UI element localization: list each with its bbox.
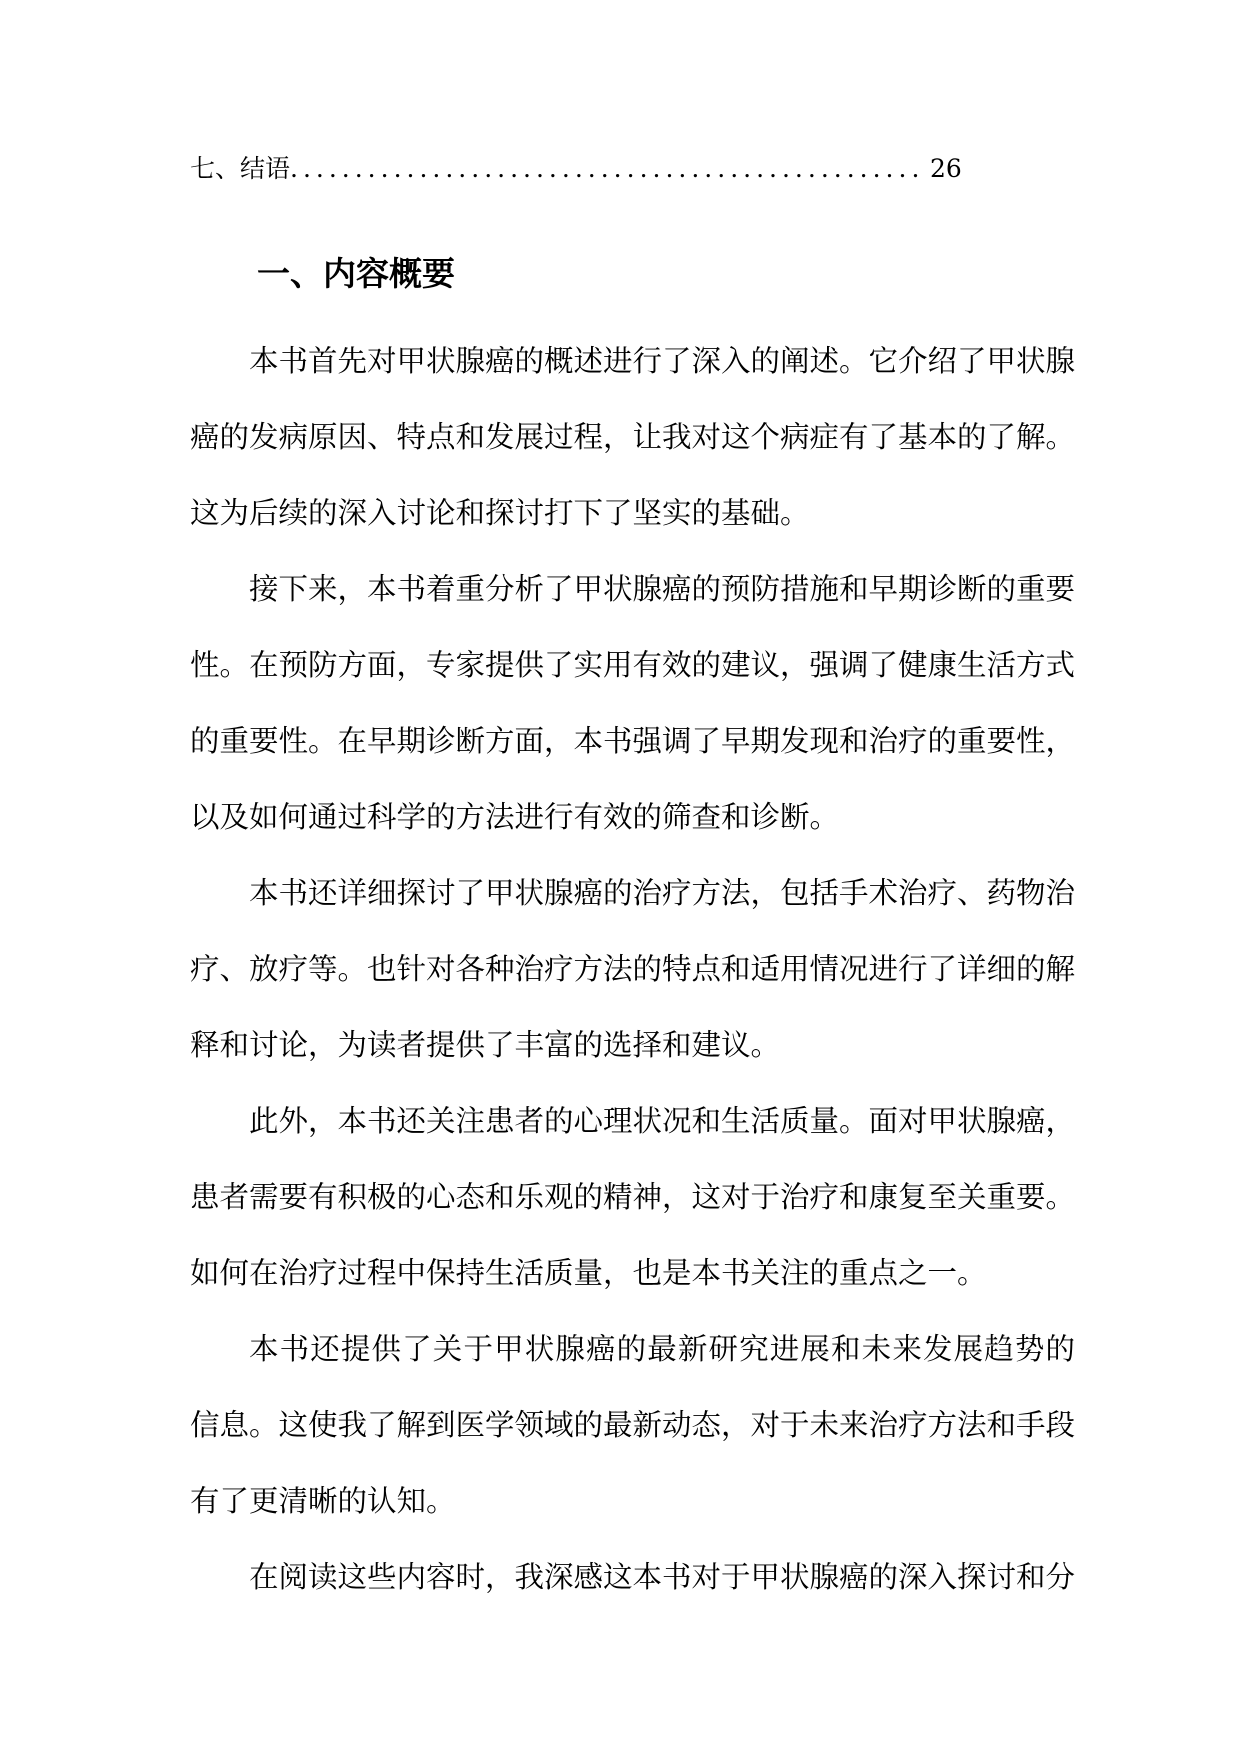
- paragraph-line: 的重要性。在早期诊断方面，本书强调了早期发现和治疗的重要性，: [190, 724, 1076, 758]
- paragraph-line: 释和讨论，为读者提供了丰富的选择和建议。: [190, 1028, 781, 1062]
- toc-page-number: 26: [930, 154, 962, 183]
- toc-entry-label: 七、结语: [190, 154, 291, 183]
- paragraph-line: 如何在治疗过程中保持生活质量，也是本书关注的重点之一。: [190, 1256, 987, 1290]
- section-heading: 一、内容概要: [257, 254, 455, 293]
- paragraph: [190, 1539, 1075, 1615]
- paragraph-line: 这为后续的深入讨论和探讨打下了坚实的基础。: [190, 496, 810, 530]
- toc-dot-leader: .................................................: [290, 154, 925, 183]
- paragraph-line: 本书还详细探讨了甲状腺癌的治疗方法，包括手术治疗、药物治: [249, 876, 1076, 910]
- paragraph-line: 在阅读这些内容时，我深感这本书对于甲状腺癌的深入探讨和分: [249, 1560, 1076, 1594]
- paragraph: [190, 855, 1075, 1083]
- body-text: [190, 323, 1075, 1615]
- paragraph: [190, 1083, 1075, 1311]
- paragraph-line: 此外，本书还关注患者的心理状况和生活质量。面对甲状腺癌，: [249, 1104, 1076, 1138]
- paragraph-line: 癌的发病原因、特点和发展过程，让我对这个病症有了基本的了解。: [190, 420, 1076, 454]
- paragraph-line: 性。在预防方面，专家提供了实用有效的建议，强调了健康生活方式: [190, 648, 1076, 682]
- paragraph-line: 疗、放疗等。也针对各种治疗方法的特点和适用情况进行了详细的解: [190, 952, 1076, 986]
- paragraph: [190, 551, 1075, 855]
- paragraph-line: 接下来，本书着重分析了甲状腺癌的预防措施和早期诊断的重要: [249, 572, 1076, 606]
- paragraph: [190, 1311, 1075, 1539]
- toc-entry: [0, 150, 1241, 188]
- paragraph-line: 本书还提供了关于甲状腺癌的最新研究进展和未来发展趋势的: [249, 1332, 1075, 1366]
- paragraph-line: 以及如何通过科学的方法进行有效的筛查和诊断。: [190, 800, 840, 834]
- paragraph-line: 有了更清晰的认知。: [190, 1484, 456, 1518]
- paragraph-line: 信息。这使我了解到医学领域的最新动态，对于未来治疗方法和手段: [190, 1408, 1076, 1442]
- paragraph-line: 本书首先对甲状腺癌的概述进行了深入的阐述。它介绍了甲状腺: [249, 344, 1076, 378]
- paragraph: [190, 323, 1075, 551]
- paragraph-line: 患者需要有积极的心态和乐观的精神，这对于治疗和康复至关重要。: [190, 1180, 1076, 1214]
